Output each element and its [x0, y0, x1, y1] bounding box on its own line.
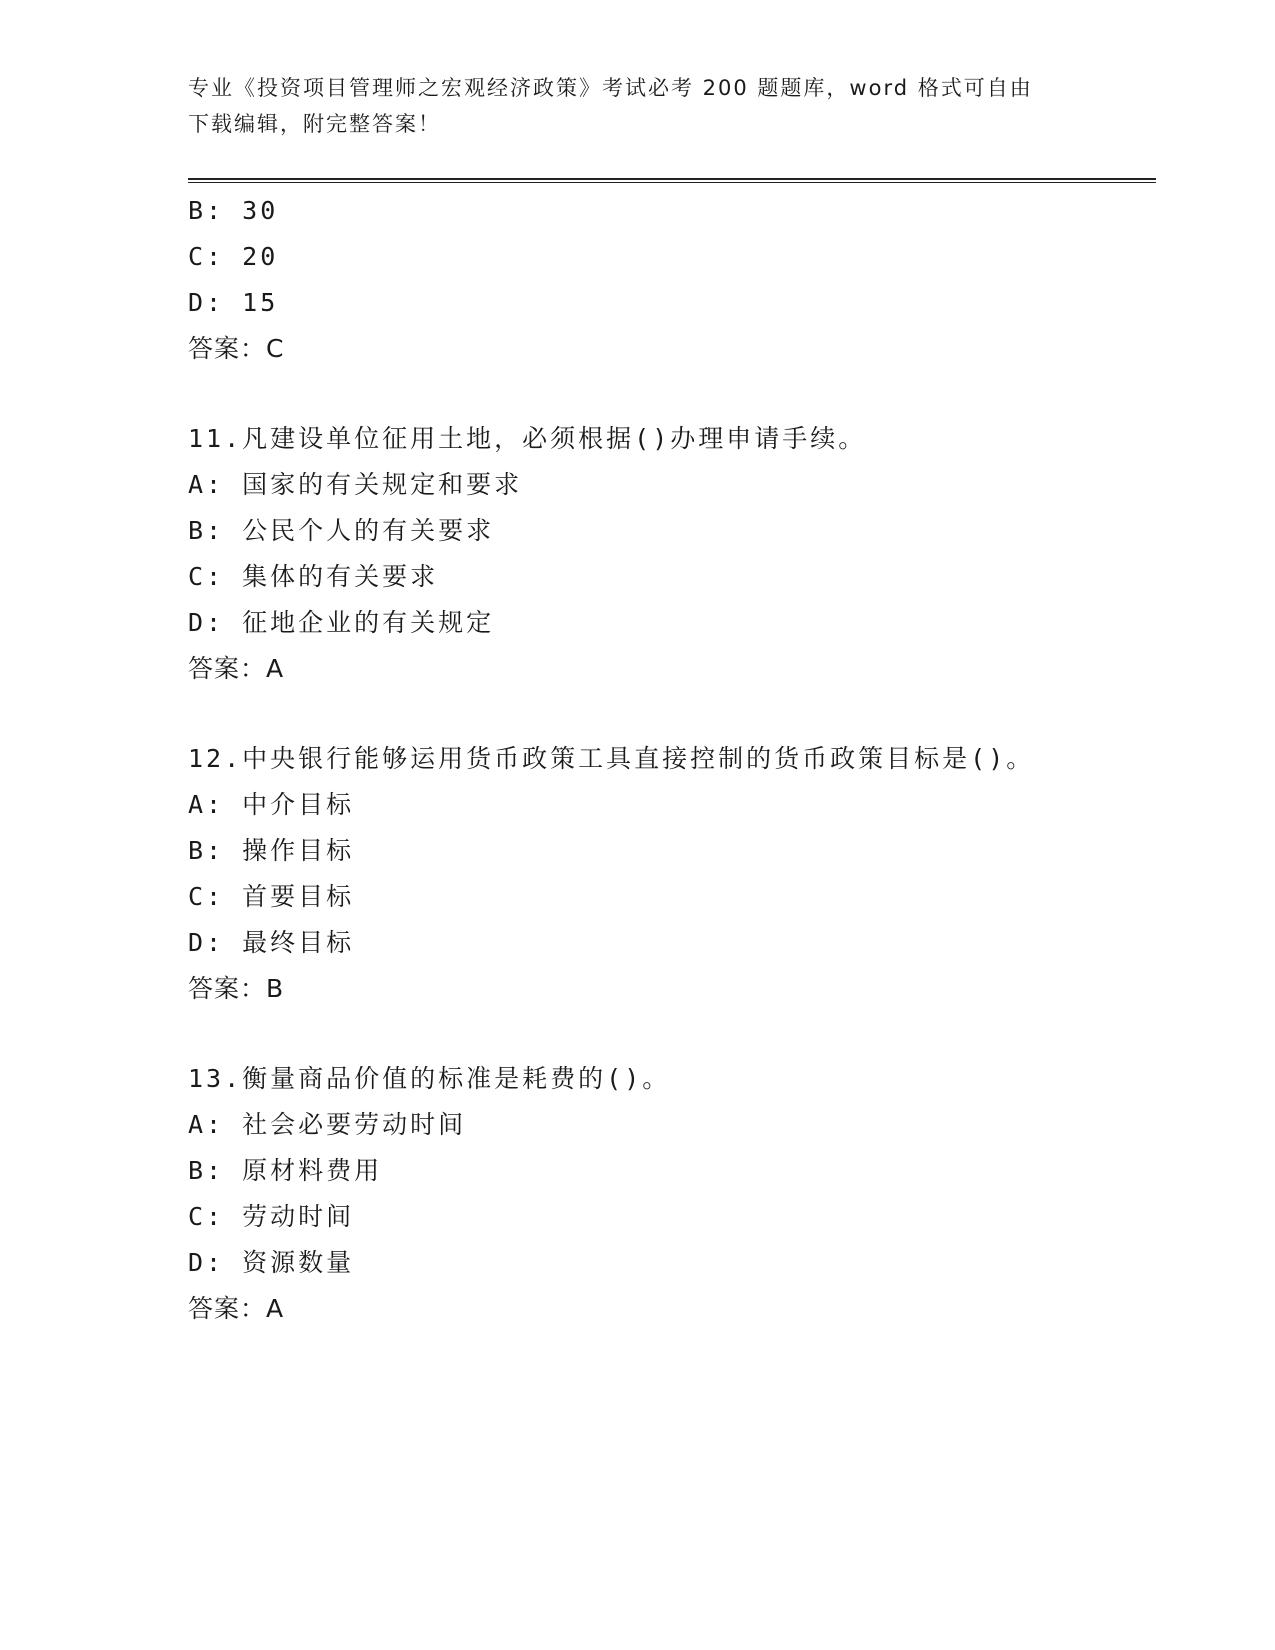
- question-title: 11.凡建设单位征用土地，必须根据()办理申请手续。: [188, 424, 867, 453]
- answer: 答案：B: [188, 974, 285, 1003]
- question-list: [188, 188, 1156, 1332]
- option-d: D: 征地企业的有关规定: [188, 608, 495, 637]
- option-c: C: 劳动时间: [188, 1202, 355, 1231]
- question-title: 13.衡量商品价值的标准是耗费的()。: [188, 1064, 671, 1093]
- option-c: C: 集体的有关要求: [188, 562, 439, 591]
- option-b: B: 公民个人的有关要求: [188, 516, 495, 545]
- question-13: [188, 1056, 1156, 1332]
- option-d: D: 15: [188, 288, 279, 317]
- question-12: [188, 736, 1156, 1012]
- option-d: D: 资源数量: [188, 1248, 355, 1277]
- question-title: 12.中央银行能够运用货币政策工具直接控制的货币政策目标是()。: [188, 744, 1035, 773]
- option-b: B: 30: [188, 196, 279, 225]
- answer: 答案：A: [188, 654, 285, 683]
- question-11: [188, 416, 1156, 692]
- header-line-2: 下载编辑，附完整答案！: [188, 112, 441, 136]
- page-header: [188, 70, 1088, 142]
- answer: 答案：C: [188, 334, 285, 363]
- header-line-1: 专业《投资项目管理师之宏观经济政策》考试必考 200 题题库，word 格式可自由: [188, 76, 1033, 100]
- question-10: [188, 188, 1156, 372]
- option-b: B: 原材料费用: [188, 1156, 383, 1185]
- option-a: A: 中介目标: [188, 790, 355, 819]
- option-c: C: 首要目标: [188, 882, 355, 911]
- header-divider: [188, 178, 1156, 183]
- option-a: A: 国家的有关规定和要求: [188, 470, 523, 499]
- answer: 答案：A: [188, 1294, 285, 1323]
- option-a: A: 社会必要劳动时间: [188, 1110, 467, 1139]
- option-d: D: 最终目标: [188, 928, 355, 957]
- option-c: C: 20: [188, 242, 279, 271]
- option-b: B: 操作目标: [188, 836, 355, 865]
